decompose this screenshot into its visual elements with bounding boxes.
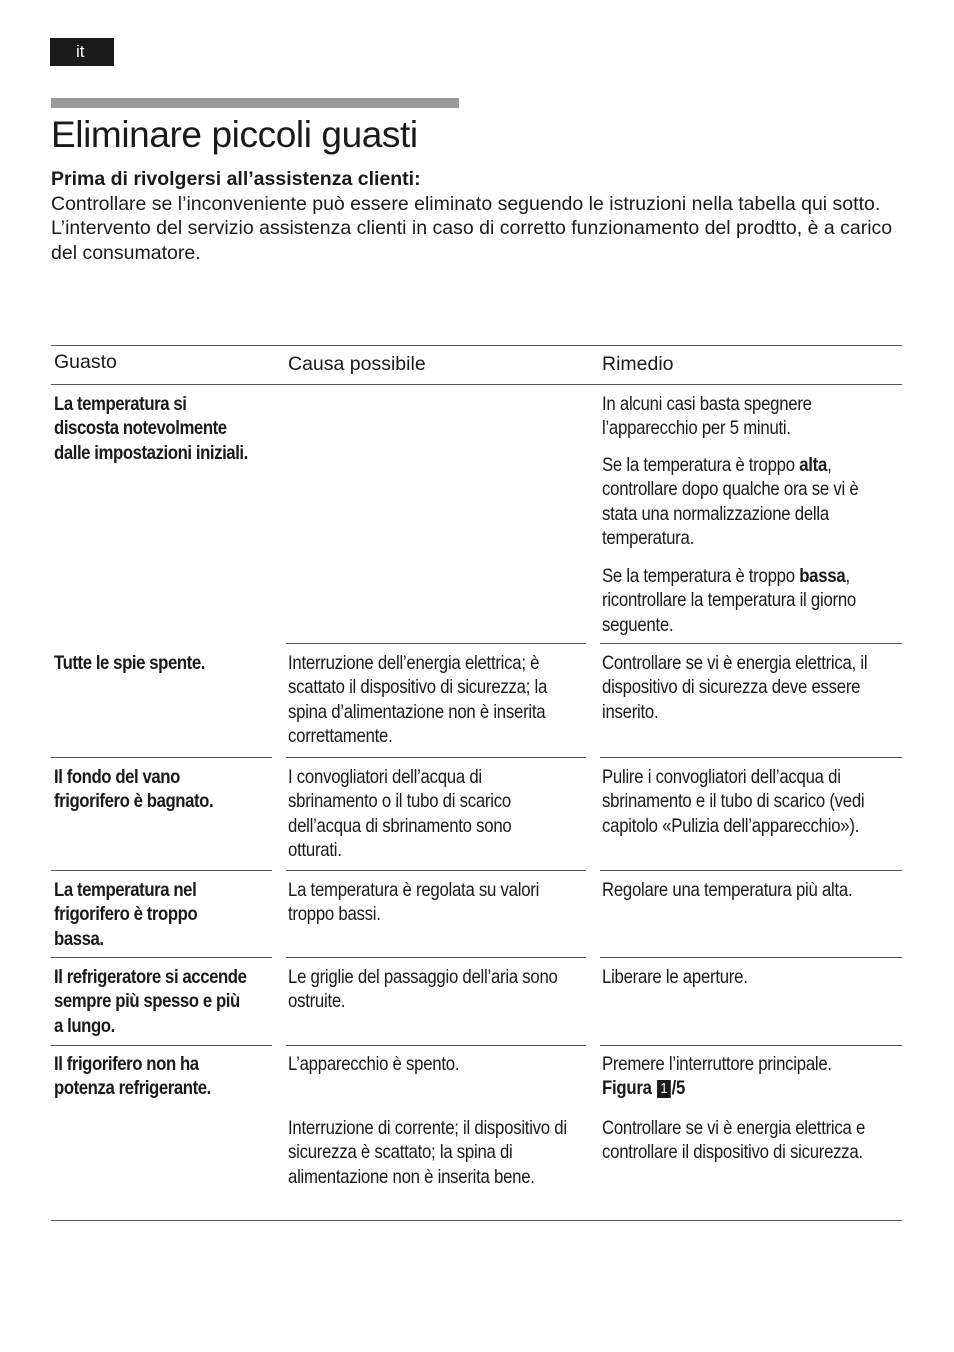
row-rule <box>600 957 902 958</box>
row5-remedy: Liberare le aperture. <box>602 966 748 988</box>
row2-cause: Interruzione dell’energia elettrica; è scattato il dispositivo di sicurezza; la spina d’alimentazione non è inserita correttamente. <box>288 652 548 747</box>
row6-fault: Il frigorifero non ha potenza refrigerante. <box>54 1053 211 1100</box>
row-rule <box>286 957 586 958</box>
row4-cause: La temperatura è regolata su valori troppo bassi. <box>288 879 540 926</box>
row6-remedy-1 <box>602 1052 903 1101</box>
row1-remedy-1: In alcuni casi basta spegnere l’apparecchio per 5 minuti. <box>602 393 812 440</box>
row-rule <box>286 757 586 758</box>
row4-remedy: Regolare una temperatura più alta. <box>602 879 853 901</box>
row-rule <box>51 1045 272 1046</box>
row-rule <box>286 1045 586 1046</box>
row1-remedy-3: Se la temperatura è troppo bassa, ricontrollare la temperatura il giorno seguente. <box>602 565 856 636</box>
row6-cause-2: Interruzione di corrente; il dispositivo di sicurezza è scattato; la spina di alimentazione non è inserita bene. <box>288 1117 567 1188</box>
row4-fault: La temperatura nel frigorifero è troppo bassa. <box>54 879 198 950</box>
row-rule <box>600 870 902 871</box>
row-rule <box>600 1045 902 1046</box>
row3-cause: I convogliatori dell’acqua di sbrinamento o il tubo di scarico dell’acqua di sbrinamento sono otturati. <box>288 766 512 861</box>
title-rule <box>51 98 459 108</box>
figure-label: Figura <box>602 1077 652 1100</box>
page-title: Eliminare piccoli guasti <box>51 114 418 155</box>
intro-paragraph-2: L’intervento del servizio assistenza clienti in caso di corretto funzionamento del prodtto, è a carico del consumatore. <box>51 217 893 264</box>
intro-paragraph-1: Controllare se l’inconveniente può essere eliminato seguendo le istruzioni nella tabella qui sotto. <box>51 192 881 215</box>
row3-fault: Il fondo del vano frigorifero è bagnato. <box>54 766 214 813</box>
row5-fault: Il refrigeratore si accende sempre più spesso e più a lungo. <box>54 966 247 1037</box>
header-rule <box>51 384 902 385</box>
row1-fault: La temperatura si discosta notevolmente dalle impostazioni iniziali. <box>54 393 248 464</box>
table-bottom-rule <box>51 1220 902 1221</box>
figure-number-badge: 1 <box>657 1080 671 1098</box>
row6-remedy-2: Controllare se vi è energia elettrica e controllare il dispositivo di sicurezza. <box>602 1117 866 1164</box>
row-rule <box>600 757 902 758</box>
row-rule <box>51 870 272 871</box>
row-rule <box>286 870 586 871</box>
row2-remedy: Controllare se vi è energia elettrica, il dispositivo di sicurezza deve essere inserito. <box>602 652 868 723</box>
row-rule <box>286 643 586 644</box>
row5-cause: Le griglie del passaggio dell’aria sono ostruite. <box>288 966 558 1013</box>
row6-cause-1: L’apparecchio è spento. <box>288 1053 460 1075</box>
language-tab: it <box>50 38 114 66</box>
intro <box>51 167 911 265</box>
row-rule <box>600 643 902 644</box>
row1-remedy-2: Se la temperatura è troppo alta, controllare dopo qualche ora se vi è stata una normalizzazione della temperatura. <box>602 454 859 549</box>
table-top-rule <box>51 345 902 346</box>
row6-remedy-1-text: Premere l’interruttore principale. <box>602 1053 832 1075</box>
figure-item: /5 <box>671 1077 686 1100</box>
intro-lead: Prima di rivolgersi all’assistenza clienti: <box>51 168 421 190</box>
row3-remedy: Pulire i convogliatori dell’acqua di sbrinamento e il tubo di scarico (vedi capitolo «Pulizia dell’apparecchio»). <box>602 766 865 837</box>
row-rule <box>51 957 272 958</box>
row2-fault: Tutte le spie spente. <box>54 652 205 674</box>
header-remedy: Rimedio <box>602 353 674 375</box>
header-fault: Guasto <box>54 351 117 373</box>
figure-reference <box>602 1076 903 1100</box>
row-rule <box>51 757 272 758</box>
header-cause: Causa possibile <box>288 353 426 375</box>
